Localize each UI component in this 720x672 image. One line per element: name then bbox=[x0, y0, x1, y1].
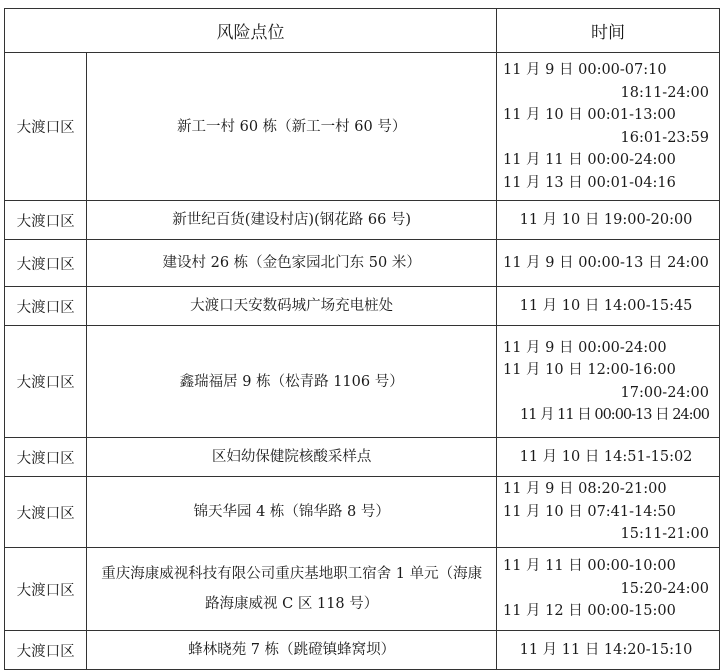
time-line: 15:20-24:00 bbox=[620, 580, 709, 597]
location-cell: 大渡口天安数码城广场充电桩处 bbox=[87, 287, 497, 326]
time-line: 11 月 12 日 00:00-15:00 bbox=[503, 603, 676, 620]
table-row bbox=[5, 477, 720, 548]
time-line: 11 月 13 日 00:01-04:16 bbox=[503, 174, 676, 191]
time-line: 11 月 10 日 00:01-13:00 bbox=[503, 107, 676, 123]
time-line: 11 月 10 日 19:00-20:00 bbox=[519, 211, 693, 228]
time-line: 11 月 11 日 00:00-10:00 bbox=[503, 558, 676, 575]
district-cell: 大渡口区 bbox=[5, 201, 87, 240]
time-cell bbox=[497, 53, 720, 201]
district-cell: 大渡口区 bbox=[5, 548, 87, 631]
district-cell: 大渡口区 bbox=[5, 53, 87, 201]
table-row bbox=[5, 287, 720, 326]
time-cell bbox=[497, 287, 720, 326]
time-line: 11 月 10 日 14:00-15:45 bbox=[519, 297, 693, 314]
time-line: 18:11-24:00 bbox=[620, 84, 709, 101]
time-cell bbox=[497, 438, 720, 477]
time-cell bbox=[497, 240, 720, 287]
district-cell: 大渡口区 bbox=[5, 438, 87, 477]
time-cell bbox=[497, 631, 720, 670]
location-cell: 重庆海康威视科技有限公司重庆基地职工宿舍 1 单元（海康路海康威视 C 区 118 号） bbox=[87, 548, 497, 631]
time-line: 11 月 9 日 00:00-07:10 bbox=[503, 62, 667, 78]
location-cell: 新工一村 60 栋（新工一村 60 号） bbox=[87, 53, 497, 201]
table-row bbox=[5, 548, 720, 631]
district-cell: 大渡口区 bbox=[5, 477, 87, 548]
location-cell: 新世纪百货(建设村店)(钢花路 66 号) bbox=[87, 201, 497, 240]
time-line: 16:01-23:59 bbox=[620, 129, 709, 146]
location-cell: 建设村 26 栋（金色家园北门东 50 米） bbox=[87, 240, 497, 287]
location-cell: 区妇幼保健院核酸采样点 bbox=[87, 438, 497, 477]
district-cell: 大渡口区 bbox=[5, 240, 87, 287]
table-row bbox=[5, 326, 720, 438]
header-time: 时间 bbox=[497, 9, 720, 53]
time-line: 17:00-24:00 bbox=[620, 384, 709, 401]
time-line: 11 月 10 日 12:00-16:00 bbox=[503, 362, 676, 378]
time-line: 11 月 9 日 08:20-21:00 bbox=[503, 481, 667, 498]
table-header-row bbox=[5, 9, 720, 53]
location-cell: 锦天华园 4 栋（锦华路 8 号） bbox=[87, 477, 497, 548]
district-cell: 大渡口区 bbox=[5, 326, 87, 438]
time-line: 11 月 10 日 07:41-14:50 bbox=[503, 503, 676, 520]
time-cell bbox=[497, 477, 720, 548]
risk-location-table bbox=[4, 8, 720, 670]
time-line: 11 月 11 日 14:20-15:10 bbox=[519, 641, 693, 658]
table-row bbox=[5, 201, 720, 240]
location-cell: 蜂林晓苑 7 栋（跳磴镇蜂窝坝） bbox=[87, 631, 497, 670]
time-line: 11 月 10 日 14:51-15:02 bbox=[519, 448, 693, 465]
header-location: 风险点位 bbox=[5, 9, 497, 53]
time-cell bbox=[497, 201, 720, 240]
time-line: 11 月 9 日 00:00-24:00 bbox=[503, 339, 667, 356]
table-row bbox=[5, 631, 720, 670]
time-line: 11 月 11 日 00:00-24:00 bbox=[503, 152, 676, 168]
time-line: 15:11-21:00 bbox=[620, 526, 709, 543]
time-line: 11 月 11 日 00:00-13 日 24:00 bbox=[520, 407, 709, 423]
district-cell: 大渡口区 bbox=[5, 631, 87, 670]
table-row bbox=[5, 240, 720, 287]
district-cell: 大渡口区 bbox=[5, 287, 87, 326]
time-cell bbox=[497, 548, 720, 631]
time-cell bbox=[497, 326, 720, 438]
location-cell: 鑫瑞福居 9 栋（松青路 1106 号） bbox=[87, 326, 497, 438]
time-line: 11 月 9 日 00:00-13 日 24:00 bbox=[503, 254, 709, 271]
table-row bbox=[5, 53, 720, 201]
table-row bbox=[5, 438, 720, 477]
